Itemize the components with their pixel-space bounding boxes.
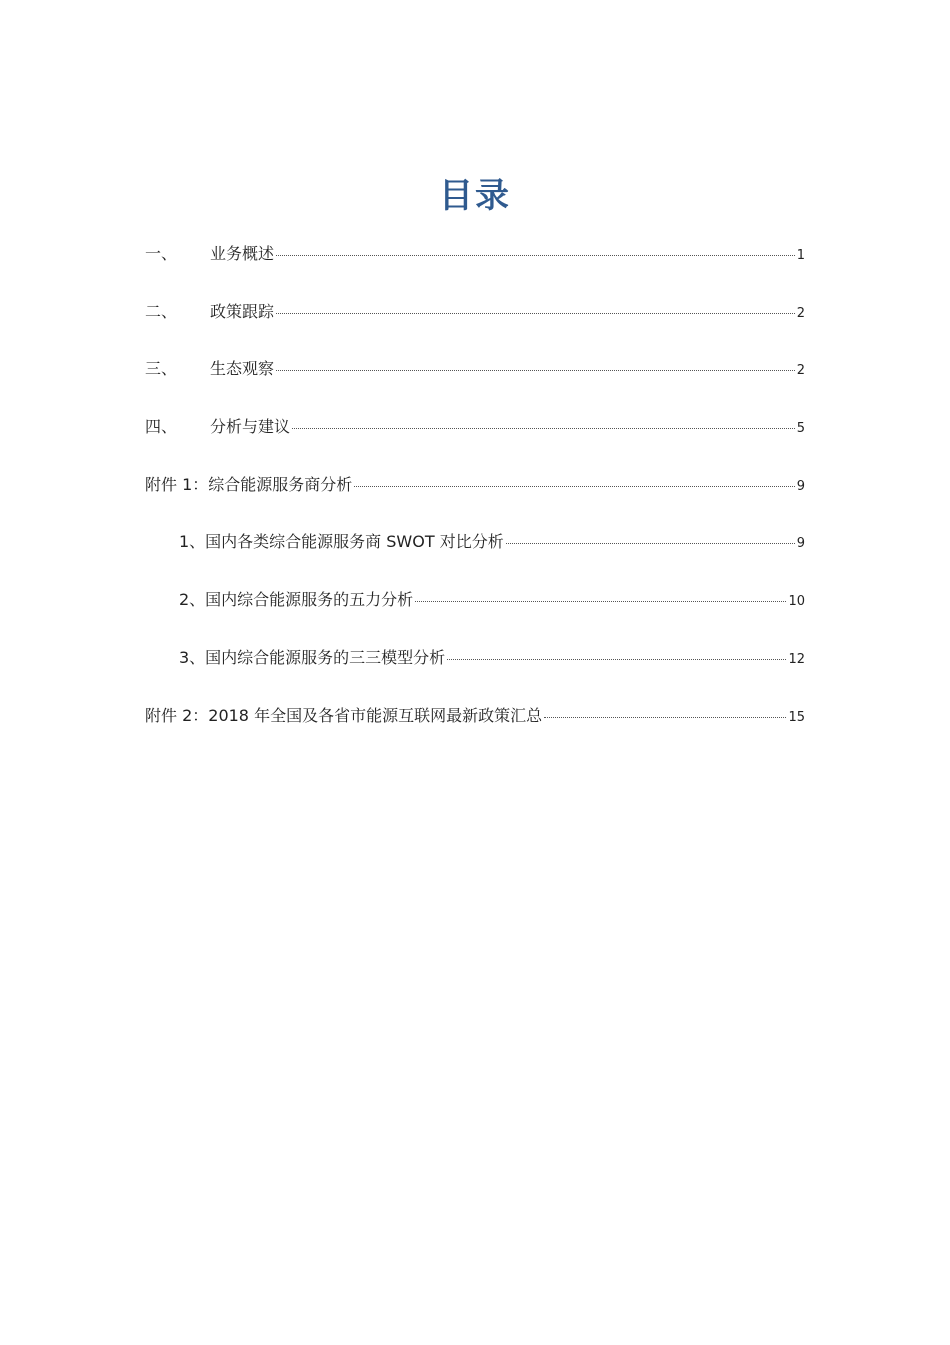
- toc-entry-page: 10: [788, 594, 805, 610]
- toc-entry[interactable]: [145, 413, 805, 441]
- toc-dot-leader: [415, 595, 786, 602]
- toc-entry-number: 三、: [145, 359, 178, 379]
- toc-list: [145, 240, 805, 759]
- toc-entry[interactable]: [145, 644, 805, 672]
- toc-entry-number: 一、: [145, 244, 178, 263]
- toc-entry-text: 分析与建议: [210, 417, 291, 437]
- toc-entry-page: 9: [796, 536, 805, 552]
- toc-dot-leader: [354, 480, 794, 487]
- toc-entry[interactable]: [145, 355, 805, 383]
- toc-entry[interactable]: [145, 471, 805, 499]
- page-title: 目录: [439, 176, 511, 216]
- toc-entry-text: 1、国内各类综合能源服务商 SWOT 对比分析: [179, 532, 504, 552]
- toc-entry-page: 15: [788, 709, 805, 725]
- toc-dot-leader: [276, 364, 795, 371]
- toc-entry-text: 政策跟踪: [210, 301, 275, 321]
- toc-entry-text: 附件 1：综合能源服务商分析: [145, 474, 353, 494]
- toc-dot-leader: [506, 537, 795, 544]
- toc-dot-leader: [276, 307, 795, 314]
- toc-entry-text: 2、国内综合能源服务的五力分析: [179, 590, 414, 610]
- toc-dot-leader: [447, 653, 786, 660]
- toc-entry-page: 1: [796, 248, 805, 263]
- toc-entry[interactable]: [145, 702, 805, 730]
- toc-entry-page: 12: [788, 651, 805, 667]
- toc-entry-page: 2: [796, 363, 805, 379]
- toc-entry-text: 业务概述: [210, 244, 275, 263]
- toc-entry[interactable]: [145, 586, 805, 614]
- toc-entry-text: 附件 2：2018 年全国及各省市能源互联网最新政策汇总: [145, 705, 543, 725]
- toc-entry-page: 2: [796, 305, 805, 321]
- toc-entry[interactable]: [145, 528, 805, 556]
- toc-entry-text: 3、国内综合能源服务的三三模型分析: [179, 647, 446, 667]
- toc-dot-leader: [292, 422, 795, 429]
- toc-entry-number: 四、: [145, 417, 178, 437]
- toc-entry-text: 生态观察: [210, 359, 275, 379]
- toc-entry[interactable]: [145, 298, 805, 326]
- toc-dot-leader: [544, 711, 786, 718]
- toc-entry-number: 二、: [145, 301, 178, 321]
- toc-entry[interactable]: [145, 240, 805, 268]
- toc-dot-leader: [276, 249, 795, 256]
- toc-entry-page: 5: [796, 421, 805, 437]
- toc-entry-page: 9: [796, 478, 805, 494]
